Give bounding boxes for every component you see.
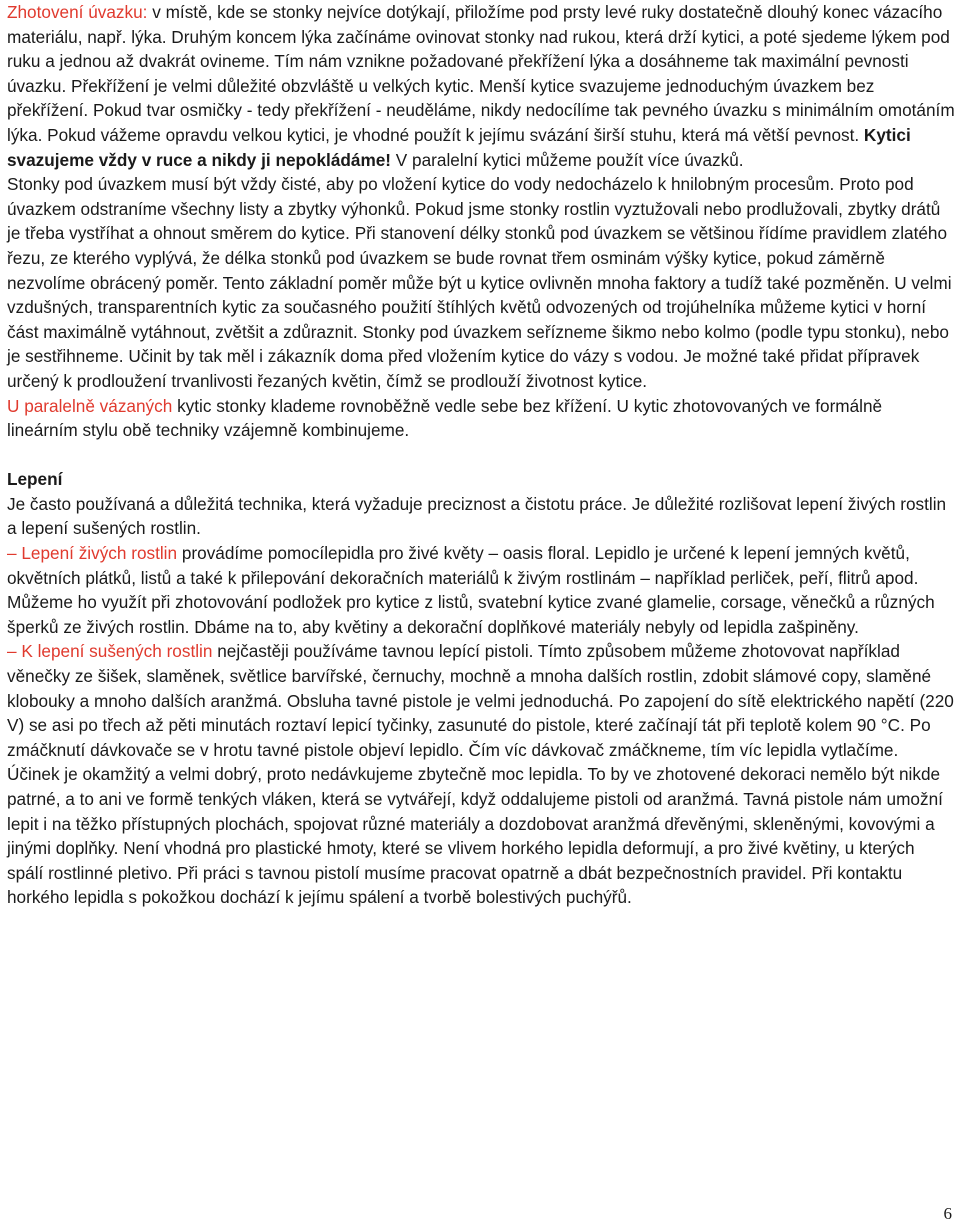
emphasis-text: Kytici svazujeme vždy v ruce a nikdy ji nepokládáme! — [7, 124, 911, 170]
paragraph-text: kytic stonky klademe rovnoběžně vedle sebe bez křížení. U kytic zhotovovaných ve formálně lineárním stylu obě techniky vzájemně kombinujeme. — [7, 395, 883, 441]
list-item-lepeni-susenych — [7, 639, 955, 910]
paragraph-paralelne — [7, 394, 955, 443]
paragraph-text: V paralelní kytici můžeme použít více úvazků. — [391, 149, 744, 170]
paragraph-uvazek — [7, 0, 955, 172]
paragraph-lepeni-intro: Je často používaná a důležitá technika, která vyžaduje preciznost a čistotu práce. Je důležité rozlišovat lepení živých rostlin a lepení sušených rostlin. — [7, 493, 947, 539]
section-heading-lepeni: Lepení — [7, 469, 63, 490]
dash-marker: – — [7, 641, 22, 662]
list-item-lepeni-zivych — [7, 541, 955, 639]
term-lepeni-zivych-rostlin: Lepení živých rostlin — [21, 543, 178, 564]
term-lepeni-susenych-rostlin: K lepení sušených rostlin — [21, 641, 213, 662]
term-zhotoveni-uvazku: Zhotovení úvazku: — [7, 2, 148, 22]
paragraph-stonky: Stonky pod úvazkem musí být vždy čisté, aby po vložení kytice do vody nedocházelo k hnilobným procesům. Proto pod úvazkem odstraníme všechny listy a zbytky výhonků. Pokud jsme stonky rostlin vyztužovali nebo prodlužovali, zbytky drátů je třeba vystříhat a ohnout směrem do kytice. Při stanovení délky stonků pod úvazkem se většinou řídíme pravidlem zlatého řezu, ze kterého vyplývá, že délka stonků pod úvazkem se bude rovnat třem osminám výšky kytice, pokud záměrně nezvolíme obrácený poměr. Tento základní poměr může být u kytice ovlivněn mnoha faktory a tudíž také pozměněn. U velmi vzdušných, transparentních kytic za současného použití štíhlých květů odvozených od trojúhelníka můžeme kytici v horní část maximálně vytáhnout, zvětšit a zdůraznit. Stonky pod úvazkem seřízneme šikmo nebo kolmo (podle typu stonku), nebo je sestřihneme. Učinit by tak měl i zákazník doma před vložením kytice do vázy s vodou. Je možné také přidat přípravek určený k prodloužení trvanlivosti řezaných květin, čímž se prodlouží životnost kytice. — [7, 174, 952, 391]
paragraph-text: nejčastěji používáme tavnou lepící pistoli. Tímto způsobem můžeme zhotovovat například věnečky ze šišek, slaměnek, světlice barvířské, černuchy, mochně a mnoha dalších rostlin, zdobit slámové copy, slaměné klobouky a mnoho dalších aranžmá. Obsluha tavné pistole je velmi jednoduchá. Po zapojení do sítě elektrického napětí (220 V) se asi po třech až pěti minutách roztaví lepicí tyčinky, zasunuté do pistole, které začínají tát při teplotě kolem 90 °C. Po zmáčknutí dávkovače se v hrotu tavné pistole objeví lepidlo. Čím víc dávkovač zmáčkneme, tím víc lepidla vytlačíme. Účinek je okamžitý a velmi dobrý, proto nedávkujeme zbytečně moc lepidla. To by ve zhotovené dekoraci nemělo být nikde patrné, a to ani ve formě tenkých vláken, která se vytvářejí, když oddalujeme pistoli od aranžmá. Tavná pistole nám umožní lepit i na těžko přístupných plochách, spojovat různé materiály a dozdobovat aranžmá dřevěnými, skleněnými, kovovými a jinými doplňky. Není vhodná pro plastické hmoty, které se vlivem horkého lepidla deformují, a pro živé květiny, u kterých spálí rostlinné pletivo. Při práci s tavnou pistolí musíme pracovat opatrně a dbát bezpečnostních pravidel. Při kontaktu horkého lepidla s pokožkou dochází k jejímu spálení a tvorbě bolestivých puchýřů. — [7, 641, 954, 908]
paragraph-text: v místě, kde se stonky nejvíce dotýkají, přiložíme pod prsty levé ruky dostatečně dlouhý konec vázacího materiálu, např. lýka. Druhým koncem lýka začínáme ovinovat stonky nad rukou, která drží kytici, a poté sjedeme lýkem pod ruku a jednou až dvakrát ovineme. Tím nám vznikne požadované překřížení lýka a dosáhneme tak maximální pevnosti úvazku. Překřížení je velmi důležité obzvláště u velkých kytic. Menší kytice svazujeme jednoduchým úvazkem bez překřížení. Pokud tvar osmičky - tedy překřížení - neuděláme, nikdy nedocílíme tak pevného úvazku s minimálním omotáním lýka. Pokud vážeme opravdu velkou kytici, je vhodné použít k jejímu svázání širší stuhu, která má větší pevnost. — [7, 2, 955, 145]
document-body — [7, 0, 955, 910]
page-number: 6 — [943, 1204, 952, 1223]
spacer — [7, 443, 955, 468]
dash-marker: – — [7, 543, 22, 564]
paragraph-text: provádíme pomocílepidla pro živé květy – oasis floral. Lepidlo je určené k lepení jemných květů, okvětních plátků, listů a také k přilepování dekoračních materiálů k živým rostlinám – například perliček, peří, flitrů apod. Můžeme ho využít při zhotovování podložek pro kytice z listů, svatební kytice zvané glamelie, corsage, věnečků a různých šperků ze živých rostlin. Dbáme na to, aby květiny a dekorační doplňkové materiály nebyly od lepidla zašpiněny. — [7, 543, 935, 637]
term-paralelne-vazanych: U paralelně vázaných — [7, 395, 173, 416]
